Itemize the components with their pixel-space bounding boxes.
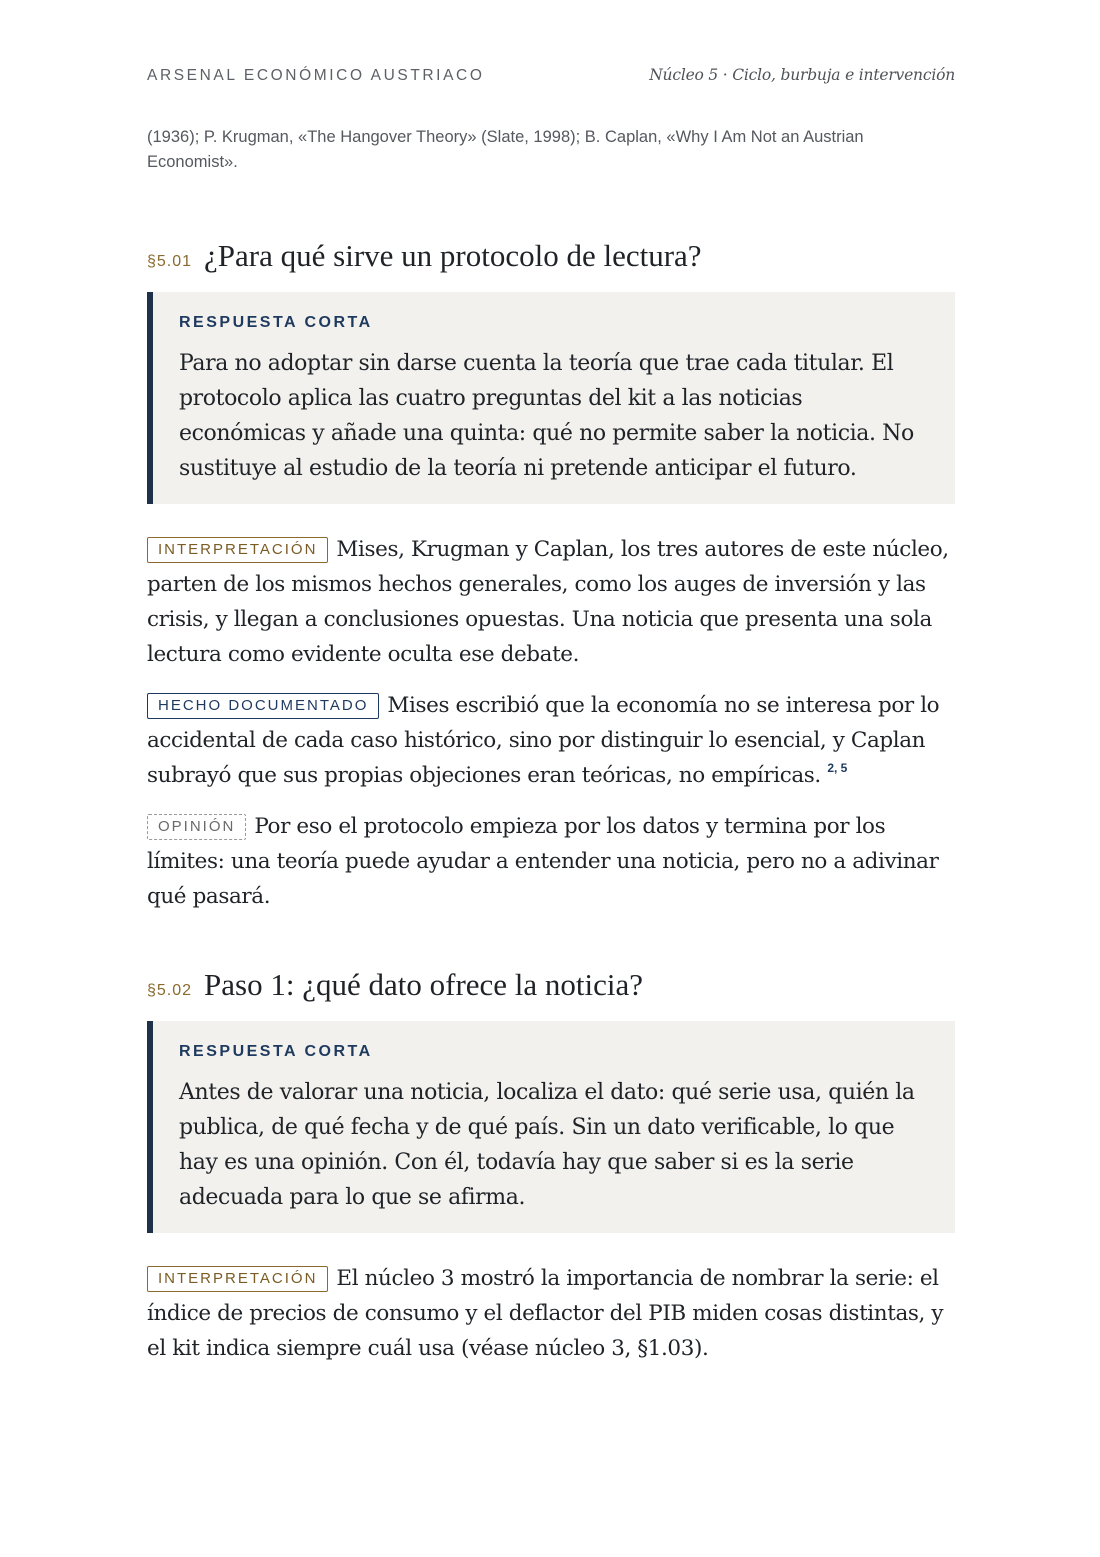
page-header xyxy=(147,66,955,85)
short-answer-text: Para no adoptar sin darse cuenta la teoría que trae cada titular. El protocolo aplica las cuatro preguntas del kit a las noticias económicas y añade una quinta: qué no permite saber la noticia. No sustituye al estudio de la teoría ni pretende anticipar el futuro. xyxy=(179,351,914,481)
section-5-01 xyxy=(147,238,955,914)
short-answer-label: RESPUESTA CORTA xyxy=(179,1043,373,1060)
section-5-02 xyxy=(147,967,955,1366)
paragraph-text: Mises escribió que la economía no se interesa por lo accidental de cada caso histórico, sino por distinguir lo esencial, y Caplan subrayó que sus propias objeciones eran teóricas, no empíricas. xyxy=(147,693,940,788)
opinion-badge: OPINIÓN xyxy=(147,814,246,840)
paragraph-text: El núcleo 3 mostró la importancia de nombrar la serie: el índice de precios de consumo y el deflactor del PIB miden cosas distintas, y el kit indica siempre cuál usa (véase núcleo 3, §1.03). xyxy=(147,1266,944,1361)
documented-fact-badge: HECHO DOCUMENTADO xyxy=(147,693,379,719)
section-title: ¿Para qué sirve un protocolo de lectura? xyxy=(204,238,702,273)
section-number: §5.01 xyxy=(147,253,193,270)
paragraph-text: Mises, Krugman y Caplan, los tres autores de este núcleo, parten de los mismos hechos generales, como los auges de inversión y las crisis, y llegan a conclusiones opuestas. Una noticia que presenta una sola lectura como evidente oculta ese debate. xyxy=(147,537,949,667)
interpretation-badge: INTERPRETACIÓN xyxy=(147,537,328,563)
section-number: §5.02 xyxy=(147,982,193,999)
short-answer-text: Antes de valorar una noticia, localiza el dato: qué serie usa, quién la publica, de qué fecha y de qué país. Sin un dato verificable, lo que hay es una opinión. Con él, todavía hay que saber si es la serie adecuada para lo que se afirma. xyxy=(179,1080,915,1210)
paragraph-documented-fact xyxy=(147,688,955,793)
section-heading xyxy=(147,238,955,274)
short-answer-label: RESPUESTA CORTA xyxy=(179,314,373,331)
interpretation-badge: INTERPRETACIÓN xyxy=(147,1266,328,1292)
section-heading xyxy=(147,967,955,1003)
short-answer-box xyxy=(147,1021,955,1233)
short-answer-box xyxy=(147,292,955,504)
footnote-refs[interactable]: 2, 5 xyxy=(827,761,848,775)
paragraph-interpretation xyxy=(147,532,955,672)
paragraph-interpretation xyxy=(147,1261,955,1366)
footnote-continuation: (1936); P. Krugman, «The Hangover Theory» (Slate, 1998); B. Caplan, «Why I Am Not an Austrian Economist». xyxy=(147,128,864,171)
section-title: Paso 1: ¿qué dato ofrece la noticia? xyxy=(204,967,644,1002)
publication-title: ARSENAL ECONÓMICO AUSTRIACO xyxy=(147,67,485,84)
running-title: Núcleo 5 · Ciclo, burbuja e intervención xyxy=(649,66,955,84)
paragraph-opinion xyxy=(147,809,955,914)
paragraph-text: Por eso el protocolo empieza por los datos y termina por los límites: una teoría puede ayudar a entender una noticia, pero no a adivinar qué pasará. xyxy=(147,814,939,909)
